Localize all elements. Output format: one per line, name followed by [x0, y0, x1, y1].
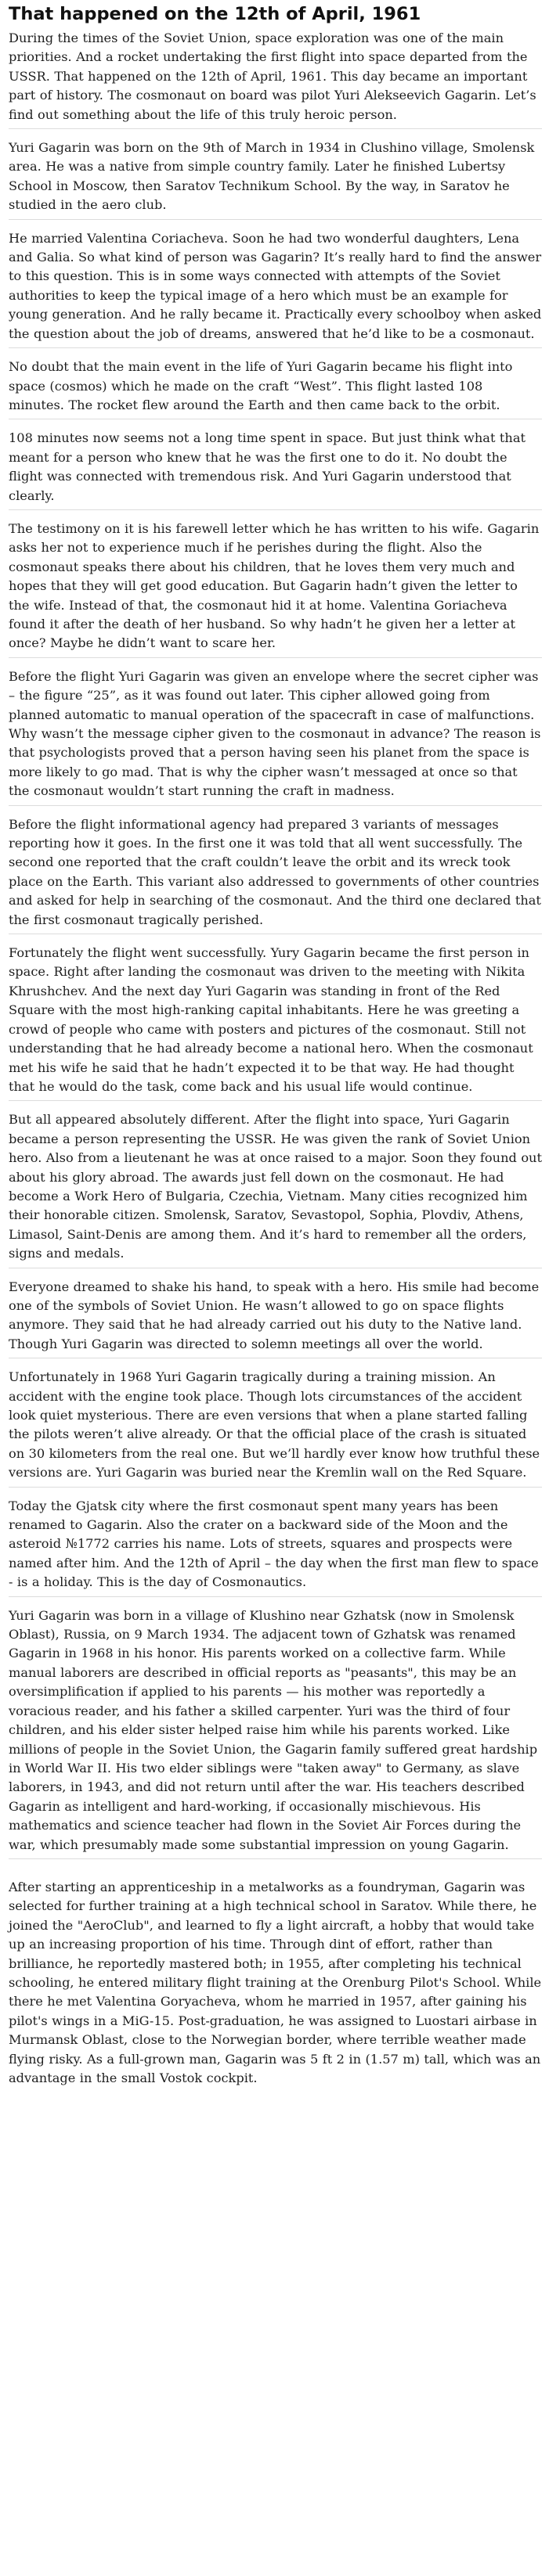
- paragraph: The testimony on it is his farewell letter which he has written to his wife. Gagarin asks her not to experience much if he perishes during the flight. Also the cosmonaut speaks there about his children, that he loves them very much and hopes that they will get good education. But Gagarin hadn’t given the letter to the wife. Instead of that, the cosmonaut hid it at home. Valentina Goriacheva found it after the death of her husband. So why hadn’t he given her a letter at once? Maybe he didn’t want to scare her.: [9, 520, 542, 658]
- paragraph: Unfortunatеly in 1968 Yuri Gagarin tragically during a training mission. An accident with the engine took place. Though lots circumstances of the accident look quiet mysterious. There are even versions that when a plane started falling the pilots weren’t alive already. Or that the official place of the crash is situated on 30 kilometers from the real one. But we’ll hardly ever know how truthful these versions are. Yuri Gagarin was buried near the Kremlin wall on the Red Square.: [9, 1368, 542, 1487]
- paragraph: 108 minutes now seems not a long time spent in space. But just think what that meant for a person who knew that he was the first one to do it. No doubt the flight was connected with tremendous risk. And Yuri Gagarin understood that clearly.: [9, 429, 542, 510]
- page-title: That happened on the 12th of April, 1961: [9, 4, 421, 24]
- paragraph: After starting an apprenticeship in a metalworks as a foundryman, Gagarin was selected for further training at a high technical school in Saratov. While there, he joined the "AeroClub", and learned to fly a light aircraft, a hobby that would take up an increasing proportion of his time. Through dint of effort, rather than brilliance, he reportedly mastered both; in 1955, after completing his technical schooling, he entered military flight training at the Orenburg Pilot's School. While there he met Valentina Goryacheva, whom he married in 1957, after gaining his pilot's wings in a MiG-15. Post-graduation, he was assigned to Luostari airbase in Murmansk Oblast, close to the Norwegian border, where terrible weather made flying risky. As a full-grown man, Gagarin was 5 ft 2 in (1.57 m) tall, which was an advantage in the small Vostok cockpit.: [9, 1879, 542, 2085]
- paragraph: No doubt that the main event in the life of Yuri Gagarin became his flight into space (cosmos) which he made on the craft “West”. This flight lasted 108 minutes. The rocket flew around the Earth and then came back to the orbit.: [9, 358, 542, 419]
- paragraph: Everyone dreamed to shake his hand, to speak with a hero. His smile had become one of the symbols of Soviet Union. He wasn’t allowed to go on space flights anymore. They said that he had already carried out his duty to the Native land. Though Yuri Gagarin was directed to solemn meetings all over the world.: [9, 1278, 542, 1359]
- paragraph: Yuri Gagarin was born on the 9th of March in 1934 in Clushino village, Smolensk area. He was a native from simple country family. Later he finished Lubertsy School in Moscow, then Saratov Technikum School. By the way, in Saratov he studied in the aero club.: [9, 139, 542, 220]
- paragraph: Fortunately the flight went successfully. Yury Gagarin became the first person in space. Right after landing the cosmonaut was driven to the meeting with Nikita Khrushchev. And the next day Yuri Gagarin was standing in front of the Red Square with the most high-ranking capital inhabitants. Here he was greeting a crowd of people who came with posters and pictures of the cosmonaut. Still not understanding that he had already become a national hero. When the cosmonaut met his wife he said that he hadn’t expected it to be that way. He had thought that he would do the task, come back and his usual life would continue.: [9, 944, 542, 1101]
- paragraph: Yuri Gagarin was born in a village of Klushino near Gzhatsk (now in Smolensk Oblast), Russia, on 9 March 1934. The adjacent town of Gzhatsk was renamed Gagarin in 1968 in his honor. His parents worked on a collective farm. While manual laborers are described in official reports as "peasants", this may be an oversimplification if applied to his parents — his mother was reportedly a voracious reader, and his father a skilled carpenter. Yuri was the third of four children, and his elder sister helped raise him while his parents worked. Like millions of people in the Soviet Union, the Gagarin family suffered great hardship in World War II. His two elder siblings were "taken away" to Germany, as slave laborers, in 1943, and did not return until after the war. His teachers described Gagarin as intelligent and hard-working, if occasionally mischievous. His mathematics and science teacher had flown in the Soviet Air Forces during the war, which presumably made some substantial impression on young Gagarin.: [9, 1606, 542, 1859]
- paragraph: He married Valentina Coriacheva. Soon he had two wonderful daughters, Lena and Galia. So what kind of person was Gagarin? It’s really hard to find the answer to this question. This is in some ways connected with attempts of the Soviet authorities to keep the typical image of a hero which must be an example for young generation. And he rally became it. Practically every schoolboy when asked the question about the job of dreams, answered that he’d like to be a cosmonaut.: [9, 229, 542, 348]
- paragraph: Today the Gjatsk city where the first cosmonaut spent many years has been renamed to Gagarin. Also the crater on a backward side of the Moon and the asteroid №1772 carries his name. Lots of streets, squares and prospects were named after him. And the 12th of April – the day when the first man flew to space - is a holiday. This is the day of Cosmonautics.: [9, 1497, 542, 1597]
- paragraph: During the times of the Soviet Union, space exploration was one of the main priorities. And a rocket undertaking the first flight into space departed from the USSR. That happened on the 12th of April, 1961. This day became an important part of history. The cosmonaut on board was pilot Yuri Alekseevich Gagarin. Let’s find out something about the life of this truly heroic person.: [9, 29, 542, 129]
- paragraph: Before the flight informational agency had prepared 3 variants of messages reporting how it goes. In the first one it was told that all went successfully. The second one reported that the craft couldn’t leave the orbit and its wreck took place on the Earth. This variant also addressed to governments of other countries and asked for help in searching of the cosmonaut. And the third one declared that the first cosmonaut tragically perished.: [9, 815, 542, 934]
- paragraph: But all appeared absolutely different. After the flight into space, Yuri Gagarin became a person representing the USSR. He was given the rank of Soviet Union hero. Also from a lieutenant he was at once raised to a major. Soon they found out about his glory abroad. The awards just fell down on the cosmonaut. He had become a Work Hero of Bulgaria, Czechia, Vietnam. Many cities recognized him their honorable citizen. Smolensk, Saratov, Sevastopol, Sophia, Plovdiv, Athens, Limasol, Saint-Denis are among them. And it’s hard to remember all the orders, signs and medals.: [9, 1110, 542, 1268]
- paragraph: Before the flight Yuri Gagarin was given an envelope where the secret cipher was – the figure “25”, as it was found out later. This cipher allowed going from planned automatic to manual operation of the spacecraft in case of malfunctions. Why wasn’t the message cipher given to the cosmonaut in advance? The reason is that psychologists proved that a person having seen his planet from the space is more likely to go mad. That is why the cipher wasn’t messaged at once so that the cosmonaut wouldn’t start running the craft in madness.: [9, 667, 542, 806]
